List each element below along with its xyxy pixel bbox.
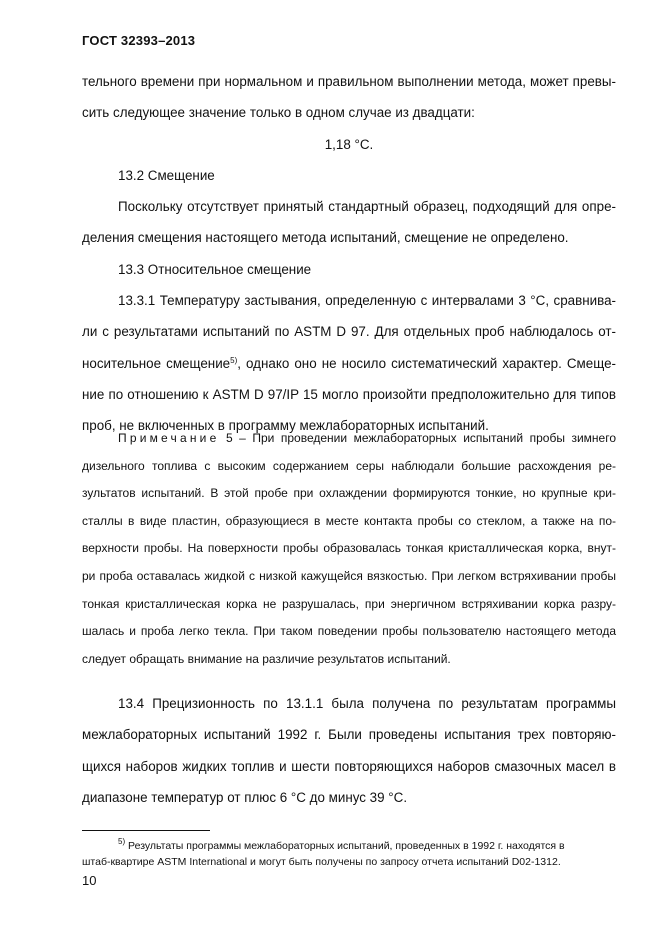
footnote-line	[82, 838, 602, 854]
note-line: ри проба оставалась жидкой с низкой кажущейся вязкостью. При легком встряхивании пробы	[82, 568, 616, 583]
note-block	[82, 425, 616, 673]
footnote-reference[interactable]: 5)	[230, 355, 238, 365]
text-line: ли с результатами испытаний по ASTM D 97. Для отдельных проб наблюдалось от-	[82, 324, 616, 340]
note-line: следует обращать внимание на различие результатов испытаний.	[82, 651, 451, 666]
note-line: зультатов испытаний. В этой пробе при охлаждении формируются тонкие, но крупные кри-	[82, 486, 616, 501]
footnote-separator	[82, 830, 210, 831]
body-text-block-2	[82, 688, 616, 813]
text-line: межлабораторных испытаний 1992 г. Были проведены испытания трех повторяю-	[82, 727, 616, 743]
text-fragment: 5 – При проведении межлабораторных испытаний пробы зимнего	[219, 431, 616, 445]
text-line: тельного времени при нормальном и правильном выполнении метода, может превы-	[82, 74, 616, 89]
section-heading: 13.3 Относительное смещение	[118, 261, 312, 277]
text-line: 13.4 Прецизионность по 13.1.1 была получена по результатам программы	[118, 696, 616, 711]
text-line: щихся наборов жидких топлив и шести повторяющихся наборов смазочных масел в	[82, 758, 616, 774]
note-line	[82, 425, 616, 453]
text-line: сить следующее значение только в одном случае из двадцати:	[82, 105, 475, 121]
body-text-block	[82, 66, 616, 442]
note-line: сталлы в виде пластин, образующиеся в месте контакта пробы со стеклом, а также на по-	[82, 513, 616, 528]
note-label: Примечание	[118, 431, 220, 445]
note-line: верхности пробы. На поверхности пробы образовалась тонкая кристаллическая корка, внут-	[82, 541, 616, 556]
note-line: дизельного топлива с высоким содержанием серы наблюдали большие расхождения ре-	[82, 458, 616, 473]
section-heading: 13.2 Смещение	[118, 167, 215, 183]
text-fragment: Результаты программы межлабораторных испытаний, проведенных в 1992 г. находятся в	[125, 840, 565, 852]
text-fragment: , однако оно не носило систематический характер. Смеще-	[237, 355, 616, 371]
text-line: проб, не включенных в программу межлабораторных испытаний.	[82, 418, 489, 434]
text-fragment: носительное смещение	[82, 355, 231, 371]
text-line: деления смещения настоящего метода испытаний, смещение не определено.	[82, 230, 569, 246]
document-header: ГОСТ 32393–2013	[82, 33, 196, 48]
text-line: Поскольку отсутствует принятый стандартный образец, подходящий для опре-	[118, 199, 616, 215]
note-line: шалась и проба легко текла. При таком поведении пробы пользователю настоящего метода	[82, 624, 616, 639]
text-line	[82, 348, 616, 379]
formula-value: 1,18 °С.	[324, 136, 374, 152]
footnote	[82, 838, 602, 870]
text-line: 13.3.1 Температуру застывания, определенную с интервалами 3 °С, сравнива-	[118, 293, 616, 309]
text-line: ние по отношению к ASTM D 97/IP 15 могло произойти предположительно для типов	[82, 386, 616, 402]
page-number: 10	[82, 873, 97, 888]
text-line: диапазоне температур от плюс 6 °С до минус 39 °С.	[82, 789, 408, 805]
note-line: тонкая кристаллическая корка не разрушалась, при энергичном встряхивании корка разру-	[82, 596, 616, 611]
footnote-mark: 5)	[118, 837, 126, 846]
footnote-line: штаб-квартире ASTM International и могут быть получены по запросу отчета испытаний D02-1312.	[82, 856, 561, 868]
